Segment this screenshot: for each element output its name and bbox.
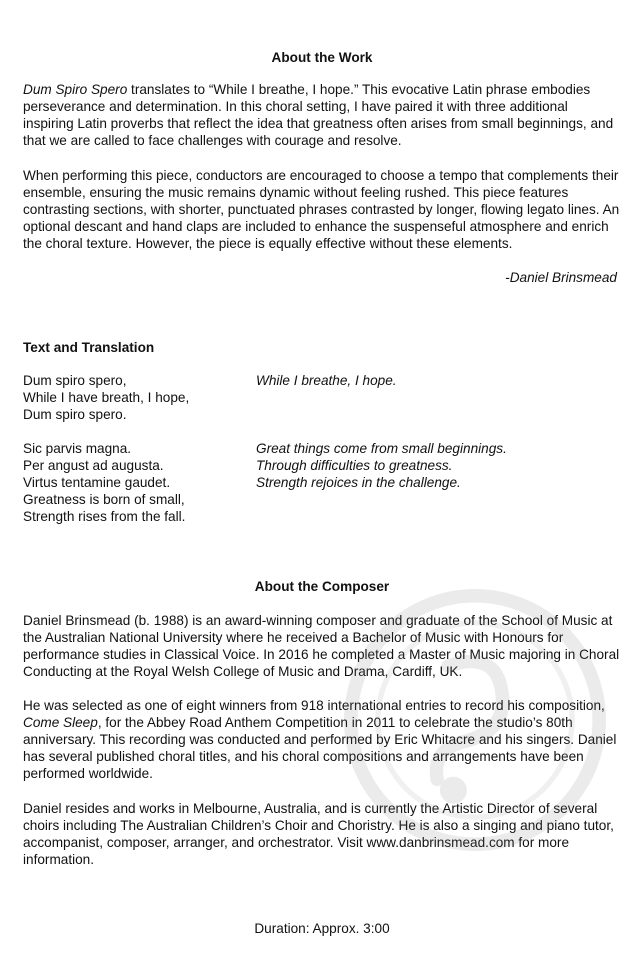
english-line: Strength rejoices in the challenge. [256, 475, 461, 490]
about-composer-paragraph-3: Daniel resides and works in Melbourne, Australia, and is currently the Artistic Director of several choirs including The Australian Children’s Choir and Choristry. He is also a singing and piano tutor, accompanist, composer, arranger, and orchestrator. Visit www.danbrinsmead.com for more information. [23, 801, 614, 867]
paragraph-2-text-b: , for the Abbey Road Anthem Competition in 2011 to celebrate the studio’s 80th anniversary. This recording was conducted and performed by Eric Whitacre and his singers. Daniel has several published choral titles, and his choral compositions and arrangements have been performed worldwide. [23, 715, 617, 781]
english-line: While I breathe, I hope. [256, 373, 397, 388]
about-work-paragraph-1-text: translates to “While I breathe, I hope.” This evocative Latin phrase embodies perseverance and determination. In this choral setting, I have paired it with three additional inspiring Latin proverbs that reflect the idea that greatness often arises from small beginnings, and that we are called to face challenges with courage and resolve. [23, 82, 614, 148]
latin-line: Strength rises from the fall. [23, 509, 186, 524]
about-composer-paragraph-1: Daniel Brinsmead (b. 1988) is an award-winning composer and graduate of the School of Music at the Australian National University where he received a Bachelor of Music with Honours for performance studies in Classical Voice. In 2016 he completed a Master of Music majoring in Choral Conducting at the Royal Welsh College of Music and Drama, Cardiff, UK. [23, 613, 620, 679]
latin-line: Per angust ad augusta. [23, 458, 164, 473]
stanza-2 [23, 440, 621, 525]
stanza-2-english [256, 440, 507, 525]
latin-line: Dum spiro spero, [23, 373, 127, 388]
stanza-1-english [256, 372, 397, 423]
latin-line: While I have breath, I hope, [23, 390, 190, 405]
about-work-heading: About the Work [271, 50, 373, 65]
english-line: Great things come from small beginnings. [256, 441, 507, 456]
duration: Duration: Approx. 3:00 [254, 921, 390, 936]
stanza-1-latin [23, 372, 256, 423]
latin-line: Sic parvis magna. [23, 441, 132, 456]
text-translation-heading: Text and Translation [23, 340, 155, 355]
about-composer-paragraph-2 [23, 697, 621, 782]
signature: -Daniel Brinsmead [505, 270, 617, 285]
latin-line: Virtus tentamine gaudet. [23, 475, 171, 490]
paragraph-2-text-a: He was selected as one of eight winners from 918 international entries to record his composition, [23, 698, 605, 713]
work-title-italic: Come Sleep [23, 715, 98, 730]
title-italic: Dum Spiro Spero [23, 82, 128, 97]
stanza-2-latin [23, 440, 256, 525]
about-composer-heading: About the Composer [254, 579, 390, 594]
english-line: Through difficulties to greatness. [256, 458, 453, 473]
latin-line: Greatness is born of small, [23, 492, 185, 507]
about-work-paragraph-1 [23, 81, 621, 149]
about-work-paragraph-2: When performing this piece, conductors are encouraged to choose a tempo that complements their ensemble, ensuring the music remains dynamic without feeling rushed. This piece features contrasting sections, with shorter, punctuated phrases contrasted by longer, flowing legato lines. An optional descant and hand claps are included to enhance the suspenseful atmosphere and enrich the choral texture. However, the piece is equally effective without these elements. [23, 168, 620, 251]
latin-line: Dum spiro spero. [23, 407, 127, 422]
stanza-1 [23, 372, 621, 423]
